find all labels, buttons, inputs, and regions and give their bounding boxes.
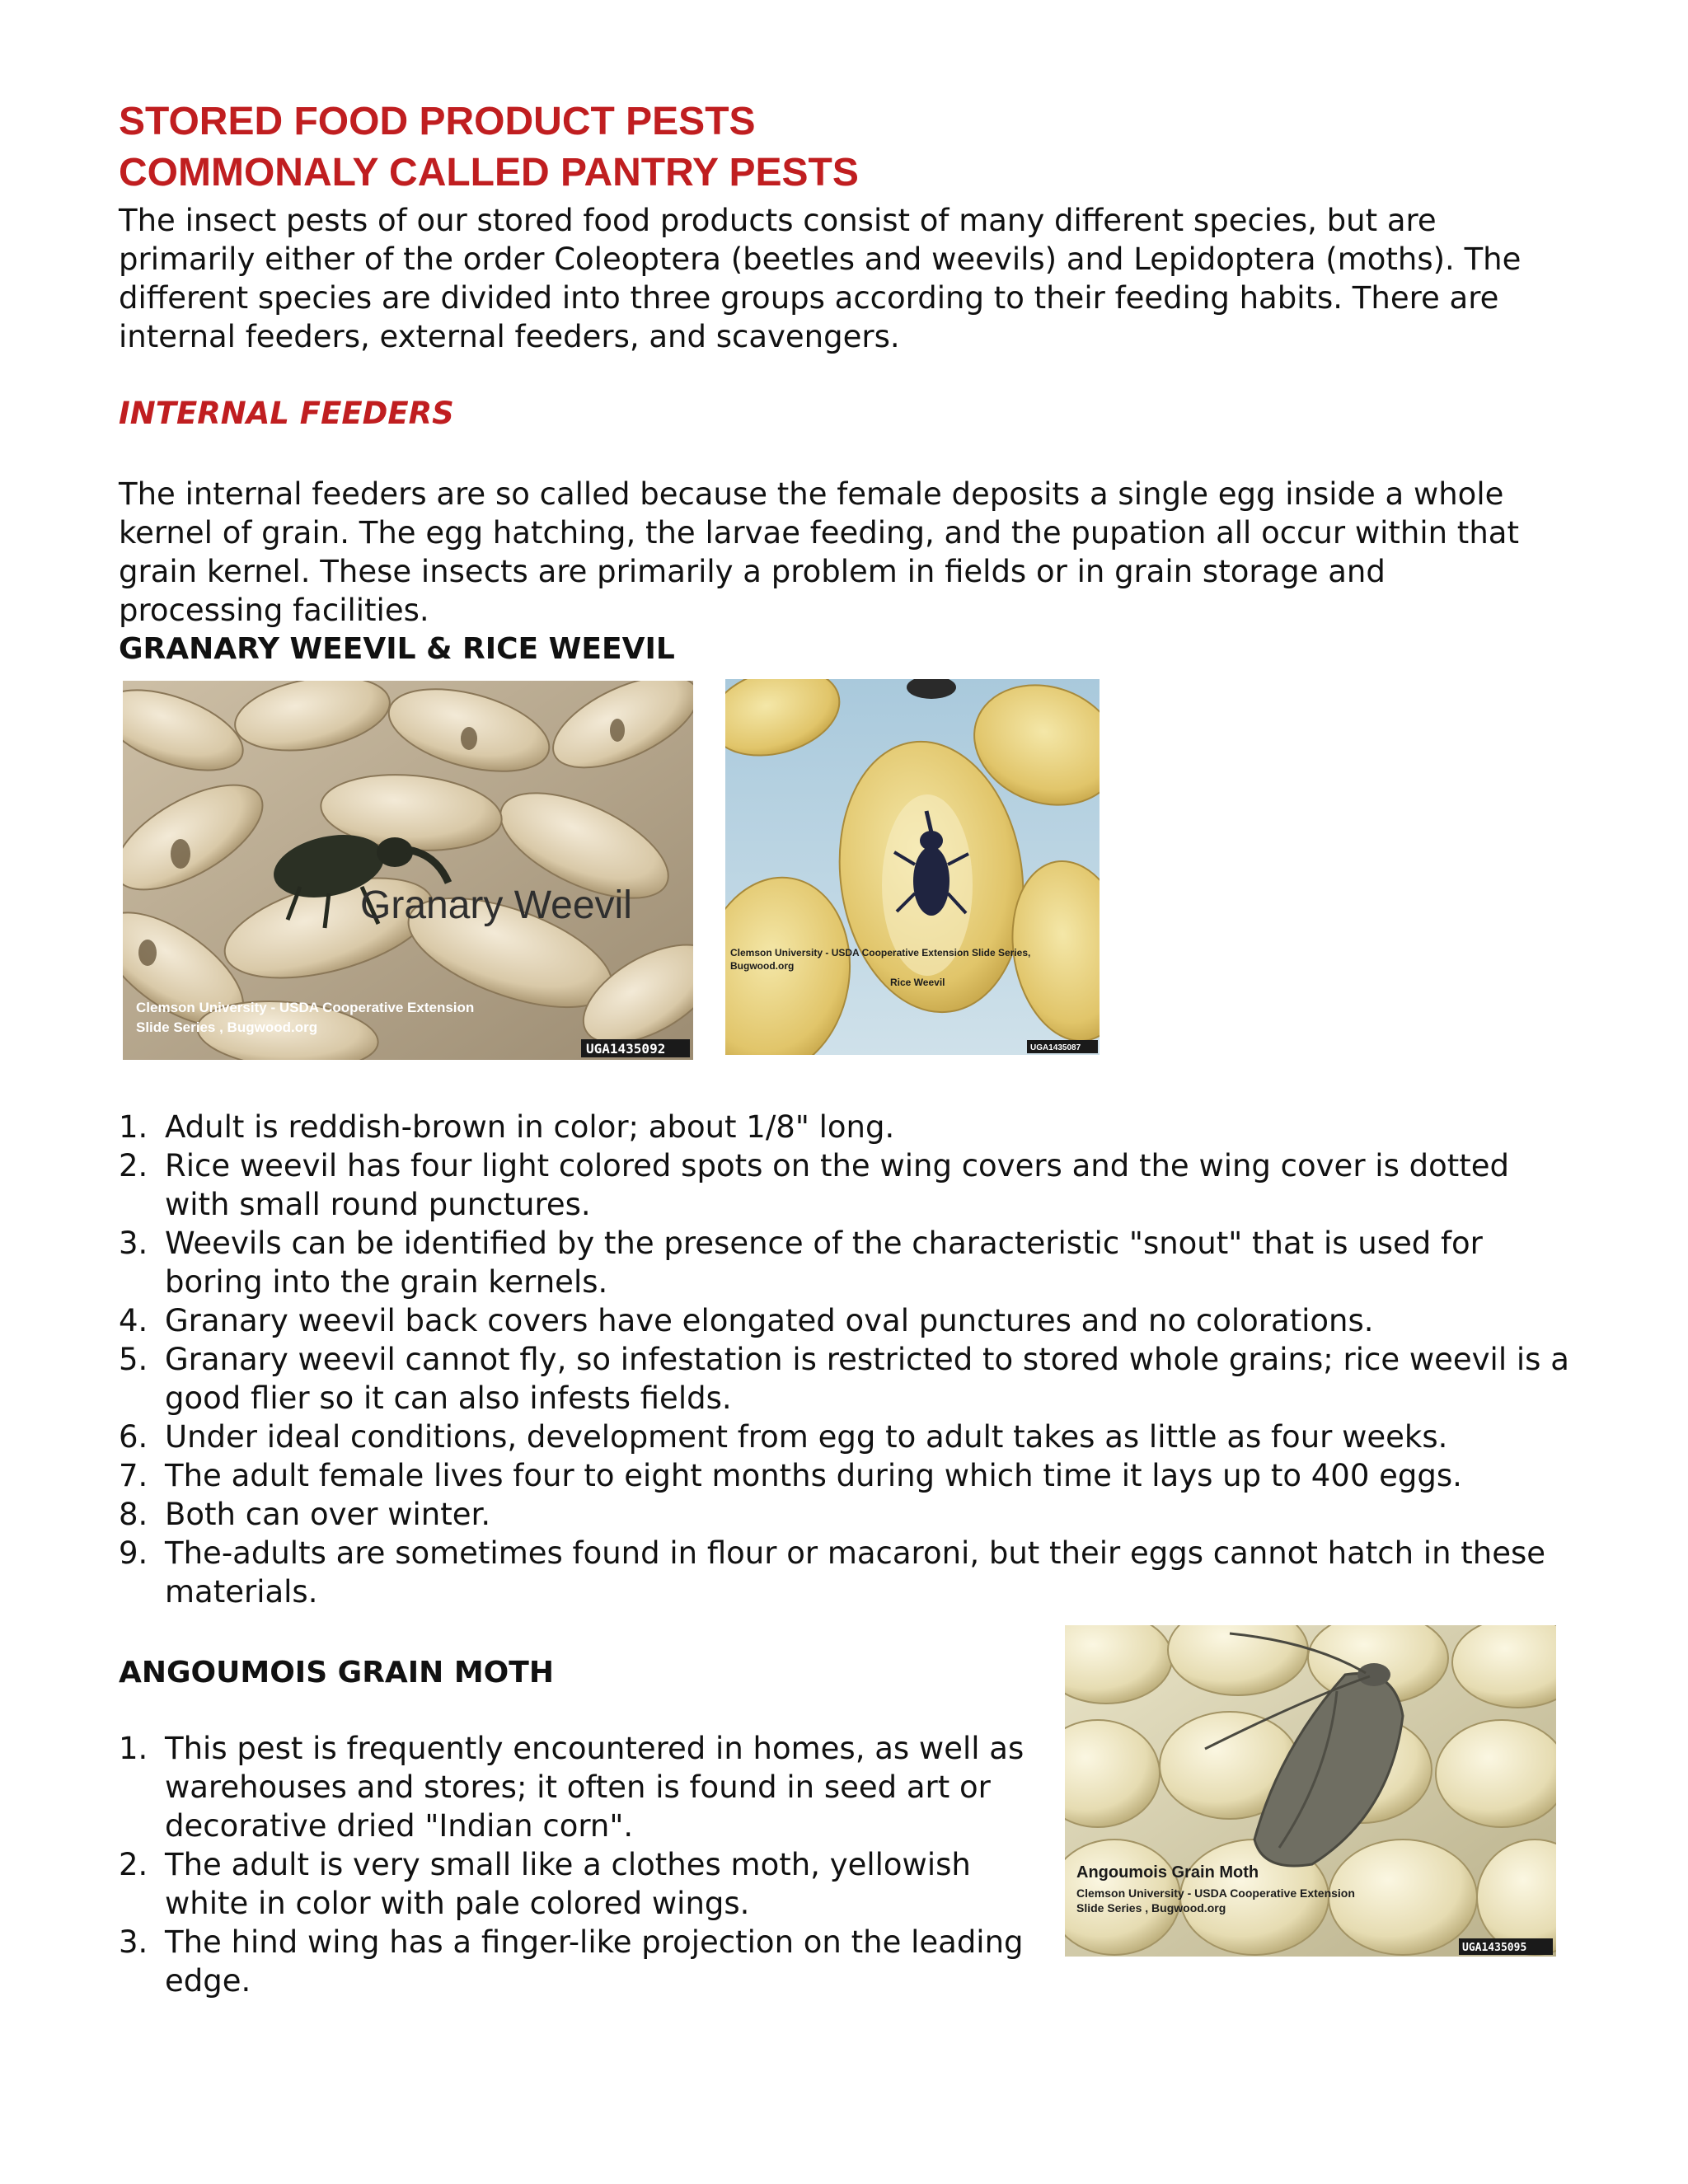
- list-item: 4. Granary weevil back covers have elongated oval punctures and no colorations.: [119, 1303, 1374, 1338]
- page-title-line-2: COMMONALY CALLED PANTRY PESTS: [119, 151, 859, 194]
- internal-feeders-heading: INTERNAL FEEDERS: [119, 396, 454, 431]
- moth-caption: Angoumois Grain Moth: [1076, 1863, 1259, 1882]
- moth-facts-list: [119, 1729, 1058, 2000]
- rice-photo-tag: UGA1435087: [1030, 1043, 1081, 1052]
- weevil-facts-list: [119, 1108, 1569, 1611]
- angoumois-moth-illustration: [1065, 1625, 1556, 1957]
- granary-weevil-photo: [123, 681, 693, 1060]
- granary-credit-line-1: Clemson University - USDA Cooperative Extension: [136, 1000, 475, 1015]
- moth-photo-tag: UGA1435095: [1462, 1942, 1527, 1954]
- internal-feeders-paragraph: The internal feeders are so called because the female deposits a single egg inside a whole kernel of grain. The egg hatching, the larvae feeding, and the pupation all occur within that grain kernel. These insects are primarily a problem in fields or in grain storage and processing facilities.: [119, 476, 1519, 628]
- list-item: 1. This pest is frequently encountered in homes, as well as warehouses and stores; it often is found in seed art or decorative dried "Indian corn".: [119, 1731, 1025, 1844]
- granary-weevil-caption: Granary Weevil: [360, 883, 632, 927]
- moth-credit-line-2: Slide Series , Bugwood.org: [1076, 1901, 1226, 1915]
- moth-heading: ANGOUMOIS GRAIN MOTH: [119, 1656, 554, 1690]
- angoumois-moth-photo: [1065, 1625, 1556, 1957]
- rice-credit-line-2: Bugwood.org: [730, 960, 795, 972]
- list-item: 8. Both can over winter.: [119, 1497, 491, 1532]
- rice-weevil-photo: [725, 679, 1100, 1055]
- granary-credit-line-2: Slide Series , Bugwood.org: [136, 1019, 318, 1035]
- rice-weevil-caption: Rice Weevil: [890, 977, 945, 988]
- list-item: 3. The hind wing has a finger-like projection on the leading edge.: [119, 1924, 1024, 1999]
- granary-photo-tag: UGA1435092: [586, 1041, 666, 1057]
- list-item: 1. Adult is reddish-brown in color; about 1/8" long.: [119, 1109, 895, 1145]
- intro-paragraph: The insect pests of our stored food products consist of many different species, but are primarily either of the order Coleoptera (beetles and weevils) and Lepidoptera (moths). The different species are divided into three groups according to their feeding habits. There are internal feeders, external feeders, and scavengers.: [119, 203, 1522, 354]
- list-item: 5. Granary weevil cannot fly, so infestation is restricted to stored whole grains; rice weevil is a good flier so it can also infests fields.: [119, 1342, 1569, 1416]
- moth-credit-line-1: Clemson University - USDA Cooperative Extension: [1076, 1886, 1355, 1900]
- list-item: 9. The-adults are sometimes found in flour or macaroni, but their eggs cannot hatch in these materials.: [119, 1535, 1546, 1610]
- weevils-heading: GRANARY WEEVIL & RICE WEEVIL: [119, 632, 675, 666]
- list-item: 6. Under ideal conditions, development from egg to adult takes as little as four weeks.: [119, 1419, 1448, 1455]
- granary-weevil-illustration: [123, 681, 693, 1060]
- page-title-line-1: STORED FOOD PRODUCT PESTS: [119, 100, 756, 143]
- list-item: 3. Weevils can be identified by the presence of the characteristic "snout" that is used for boring into the grain kernels.: [119, 1226, 1483, 1300]
- list-item: 7. The adult female lives four to eight months during which time it lays up to 400 eggs.: [119, 1458, 1462, 1493]
- rice-credit-line-1: Clemson University - USDA Cooperative Extension Slide Series,: [730, 947, 1031, 958]
- list-item: 2. Rice weevil has four light colored spots on the wing covers and the wing cover is dotted with small round punctures.: [119, 1148, 1509, 1222]
- list-item: 2. The adult is very small like a clothes moth, yellowish white in color with pale colored wings.: [119, 1847, 971, 1921]
- rice-weevil-illustration: [725, 679, 1100, 1055]
